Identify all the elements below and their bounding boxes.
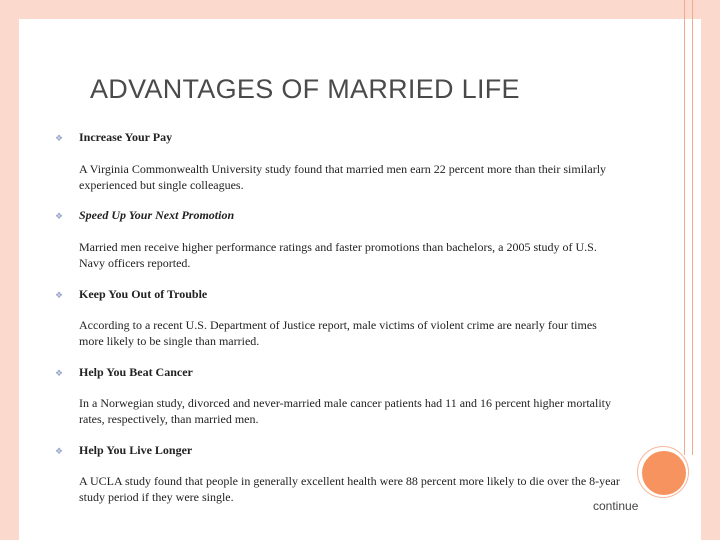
item-heading: Increase Your Pay bbox=[79, 130, 173, 144]
bullet-diamond-icon: ❖ bbox=[55, 368, 64, 378]
slide-frame-left bbox=[0, 0, 19, 540]
continue-link[interactable]: continue bbox=[593, 499, 639, 513]
item-heading: Keep You Out of Trouble bbox=[79, 287, 208, 301]
item-text: According to a recent U.S. Department of Justice report, male victims of violent crime are nearly four times more likely to be single than married. bbox=[79, 318, 597, 348]
bullet-diamond-icon: ❖ bbox=[55, 290, 64, 300]
slide-frame-right bbox=[701, 0, 720, 540]
bullet-diamond-icon: ❖ bbox=[55, 446, 64, 456]
slide-frame-top bbox=[0, 0, 720, 19]
item-heading: Speed Up Your Next Promotion bbox=[79, 208, 235, 222]
decorative-circle bbox=[642, 451, 686, 495]
item-heading: Help You Beat Cancer bbox=[79, 365, 193, 379]
decorative-line-left bbox=[684, 0, 685, 455]
slide-title: ADVANTAGES OF MARRIED LIFE bbox=[90, 74, 520, 104]
item-text: In a Norwegian study, divorced and never-married male cancer patients had 11 and 16 percent higher mortality rates, respectively, than married men. bbox=[79, 396, 611, 426]
decorative-line-right bbox=[692, 0, 693, 455]
item-heading: Help You Live Longer bbox=[79, 443, 193, 457]
bullet-diamond-icon: ❖ bbox=[55, 133, 64, 143]
item-text: Married men receive higher performance ratings and faster promotions than bachelors, a 2005 study of U.S. Navy officers reported. bbox=[79, 240, 597, 270]
bullet-diamond-icon: ❖ bbox=[55, 211, 64, 221]
item-text: A UCLA study found that people in generally excellent health were 88 percent more likely to die over the 8-year study period if they were single. bbox=[79, 474, 620, 504]
item-text: A Virginia Commonwealth University study found that married men earn 22 percent more than their similarly experienced but single colleagues. bbox=[79, 162, 607, 192]
